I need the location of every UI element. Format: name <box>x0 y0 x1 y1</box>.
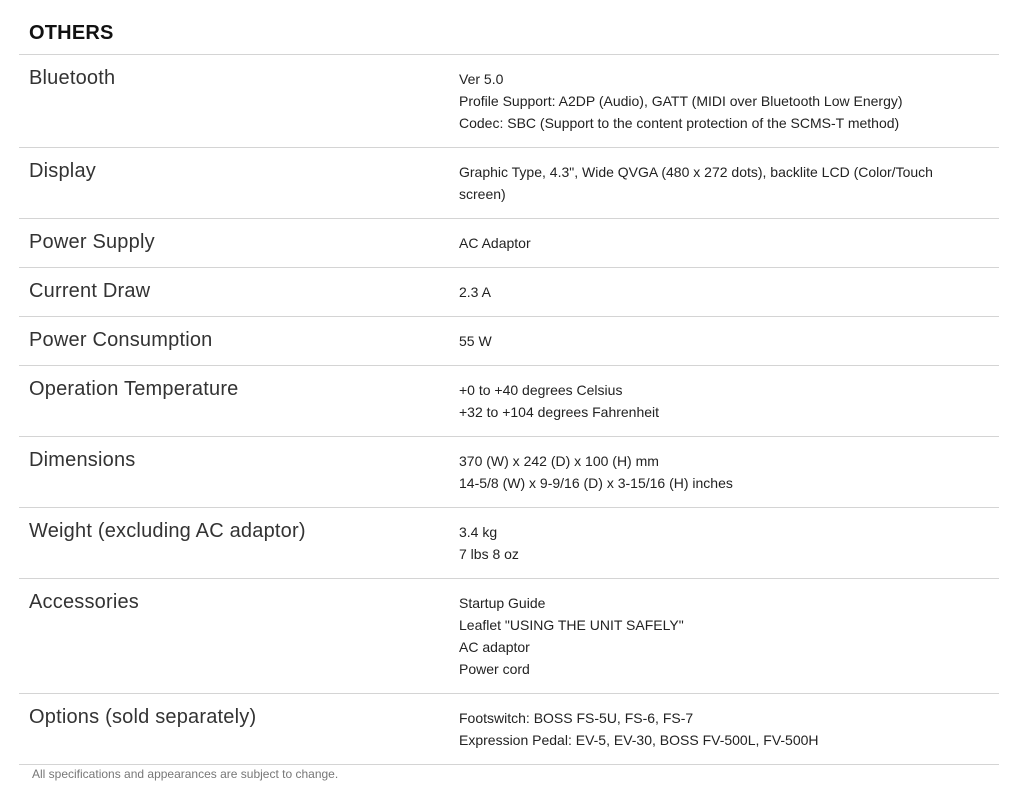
spec-value: Graphic Type, 4.3", Wide QVGA (480 x 272 dots), backlite LCD (Color/Touch <box>459 164 933 180</box>
spec-value: +0 to +40 degrees Celsius <box>459 382 623 398</box>
spec-values <box>459 317 999 365</box>
spec-label: Operation Temperature <box>29 378 239 400</box>
spec-values <box>459 437 999 507</box>
spec-row-power-consumption <box>19 317 999 366</box>
spec-value: AC adaptor <box>459 639 530 655</box>
spec-row-accessories <box>19 579 999 694</box>
spec-value: Ver 5.0 <box>459 71 504 87</box>
spec-value: Codec: SBC (Support to the content protection of the SCMS-T method) <box>459 115 900 131</box>
spec-table <box>19 0 999 765</box>
spec-value: AC Adaptor <box>459 235 531 251</box>
spec-values <box>459 579 999 693</box>
spec-value: Footswitch: BOSS FS-5U, FS-6, FS-7 <box>459 710 694 726</box>
spec-value: +32 to +104 degrees Fahrenheit <box>459 404 660 420</box>
disclaimer-footnote: All specifications and appearances are subject to change. <box>32 767 339 781</box>
spec-row-display <box>19 148 999 219</box>
spec-value: Leaflet "USING THE UNIT SAFELY" <box>459 617 684 633</box>
spec-value: 3.4 kg <box>459 524 498 540</box>
spec-value: screen) <box>459 186 506 202</box>
spec-row-options <box>19 694 999 765</box>
spec-values <box>459 55 999 147</box>
spec-value: 55 W <box>459 333 492 349</box>
spec-label: Power Supply <box>29 231 155 253</box>
spec-value: 370 (W) x 242 (D) x 100 (H) mm <box>459 453 659 469</box>
spec-label: Current Draw <box>29 280 151 302</box>
spec-row-weight <box>19 508 999 579</box>
spec-label: Options (sold separately) <box>29 706 257 728</box>
section-title: OTHERS <box>19 0 999 55</box>
spec-label: Power Consumption <box>29 329 213 351</box>
spec-value: Startup Guide <box>459 595 546 611</box>
spec-value: Profile Support: A2DP (Audio), GATT (MIDI over Bluetooth Low Energy) <box>459 93 903 109</box>
spec-label: Bluetooth <box>29 67 116 89</box>
spec-values <box>459 508 999 578</box>
spec-label: Weight (excluding AC adaptor) <box>29 520 306 542</box>
spec-values <box>459 366 999 436</box>
spec-value: 14-5/8 (W) x 9-9/16 (D) x 3-15/16 (H) inches <box>459 475 733 491</box>
spec-label: Accessories <box>29 591 140 613</box>
spec-values <box>459 148 999 218</box>
spec-value: 7 lbs 8 oz <box>459 546 519 562</box>
spec-values <box>459 268 999 316</box>
spec-label: Display <box>29 160 96 182</box>
spec-row-dimensions <box>19 437 999 508</box>
spec-value: Power cord <box>459 661 530 677</box>
spec-row-bluetooth <box>19 55 999 148</box>
spec-row-power-supply <box>19 219 999 268</box>
spec-row-current-draw <box>19 268 999 317</box>
spec-values <box>459 219 999 267</box>
spec-value: Expression Pedal: EV-5, EV-30, BOSS FV-500L, FV-500H <box>459 732 819 748</box>
spec-value: 2.3 A <box>459 284 491 300</box>
spec-label: Dimensions <box>29 449 136 471</box>
spec-row-operation-temperature <box>19 366 999 437</box>
spec-values <box>459 694 999 764</box>
